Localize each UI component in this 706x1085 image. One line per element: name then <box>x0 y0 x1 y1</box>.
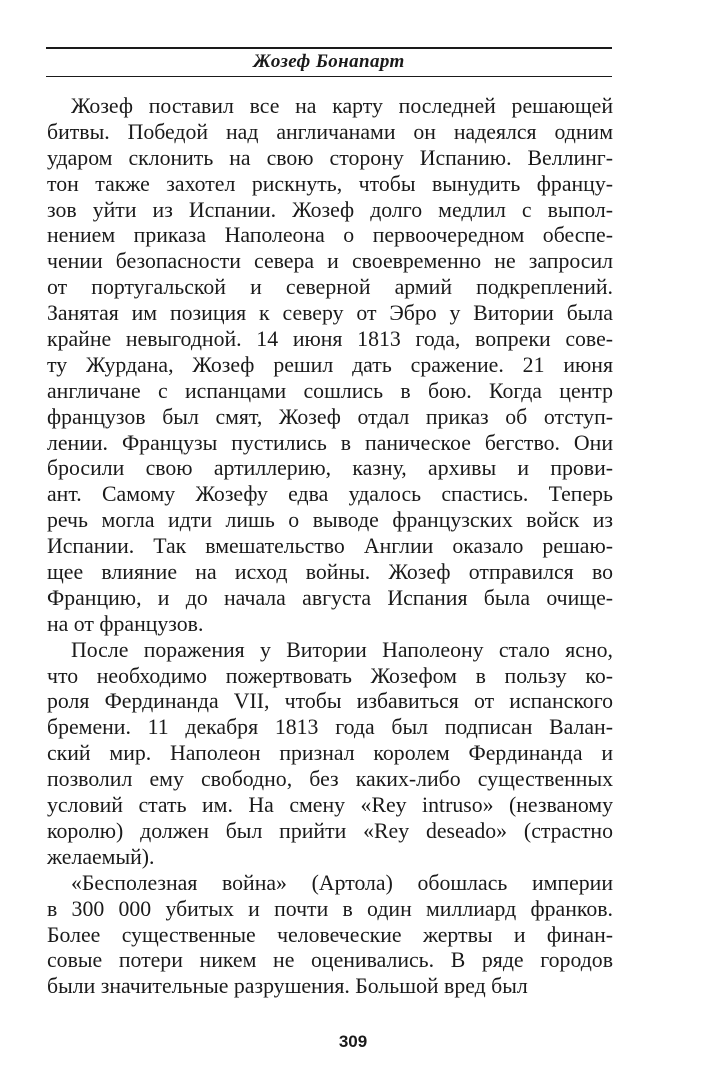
text-line: ский мир. Наполеон признал королем Фердинанда и <box>47 741 613 766</box>
text-line: условий стать им. На смену «Rey intruso» (незваному <box>47 793 613 818</box>
text-line: Испании. Так вмешательство Англии оказало решаю- <box>47 534 613 559</box>
text-line: в 300 000 убитых и почти в один миллиард франков. <box>47 896 613 921</box>
text-line: чении безопасности севера и своевременно не запросил <box>47 249 613 274</box>
header-top-rule <box>46 47 612 49</box>
text-line: совые потери никем не оценивались. В ряде городов <box>47 948 613 973</box>
text-line: щее влияние на исход войны. Жозеф отправился во <box>47 560 613 585</box>
text-line: от португальской и северной армий подкреплений. <box>47 275 613 300</box>
text-line: «Бесполезная война» (Артола) обошлась империи <box>71 870 613 895</box>
text-line: ударом склонить на свою сторону Испанию. Веллинг- <box>47 145 613 170</box>
text-line: тон также захотел рискнуть, чтобы вынудить францу- <box>47 171 613 196</box>
running-header: Жозеф Бонапарт <box>253 51 405 72</box>
text-line: лении. Французы пустились в паническое бегство. Они <box>47 430 613 455</box>
text-line: ант. Самому Жозефу едва удалось спастись. Теперь <box>47 482 613 507</box>
text-line: речь могла идти лишь о выводе французских войск из <box>47 508 613 533</box>
text-line: французов был смят, Жозеф отдал приказ об отступ- <box>47 404 613 429</box>
text-line: королю) должен был прийти «Rey deseado» (страстно <box>47 818 613 843</box>
text-line: англичане с испанцами сошлись в бою. Когда центр <box>47 378 613 403</box>
text-line: Францию, и до начала августа Испания была очище- <box>47 585 613 610</box>
body-text <box>47 94 613 1000</box>
text-line: ту Журдана, Жозеф решил дать сражение. 21 июня <box>47 352 613 377</box>
text-line: После поражения у Витории Наполеону стало ясно, <box>71 637 613 662</box>
text-line: бремени. 11 декабря 1813 года был подписан Валан- <box>47 715 613 740</box>
text-line: битвы. Победой над англичанами он надеялся одним <box>47 119 613 144</box>
text-line: позволил ему свободно, без каких-либо существенных <box>47 767 613 792</box>
text-line: роля Фердинанда VII, чтобы избавиться от испанского <box>47 689 613 714</box>
text-line: желаемый). <box>47 844 155 869</box>
text-line: были значительные разрушения. Большой вред был <box>47 974 528 999</box>
text-line: на от французов. <box>47 611 204 636</box>
text-line: Жозеф поставил все на карту последней решающей <box>71 94 613 118</box>
text-line: зов уйти из Испании. Жозеф долго медлил с выпол- <box>47 197 613 222</box>
text-line: бросили свою артиллерию, казну, архивы и прови- <box>47 456 613 481</box>
text-line: что необходимо пожертвовать Жозефом в пользу ко- <box>47 663 613 688</box>
text-line: нением приказа Наполеона о первоочередном обеспе- <box>47 223 613 248</box>
page-number: 309 <box>338 1032 368 1051</box>
header-bottom-rule <box>46 76 612 77</box>
text-line: Занятая им позиция к северу от Эбро у Витории была <box>47 301 613 326</box>
text-line: крайне невыгодной. 14 июня 1813 года, вопреки сове- <box>47 327 613 352</box>
text-line: Более существенные человеческие жертвы и финан- <box>47 922 613 947</box>
